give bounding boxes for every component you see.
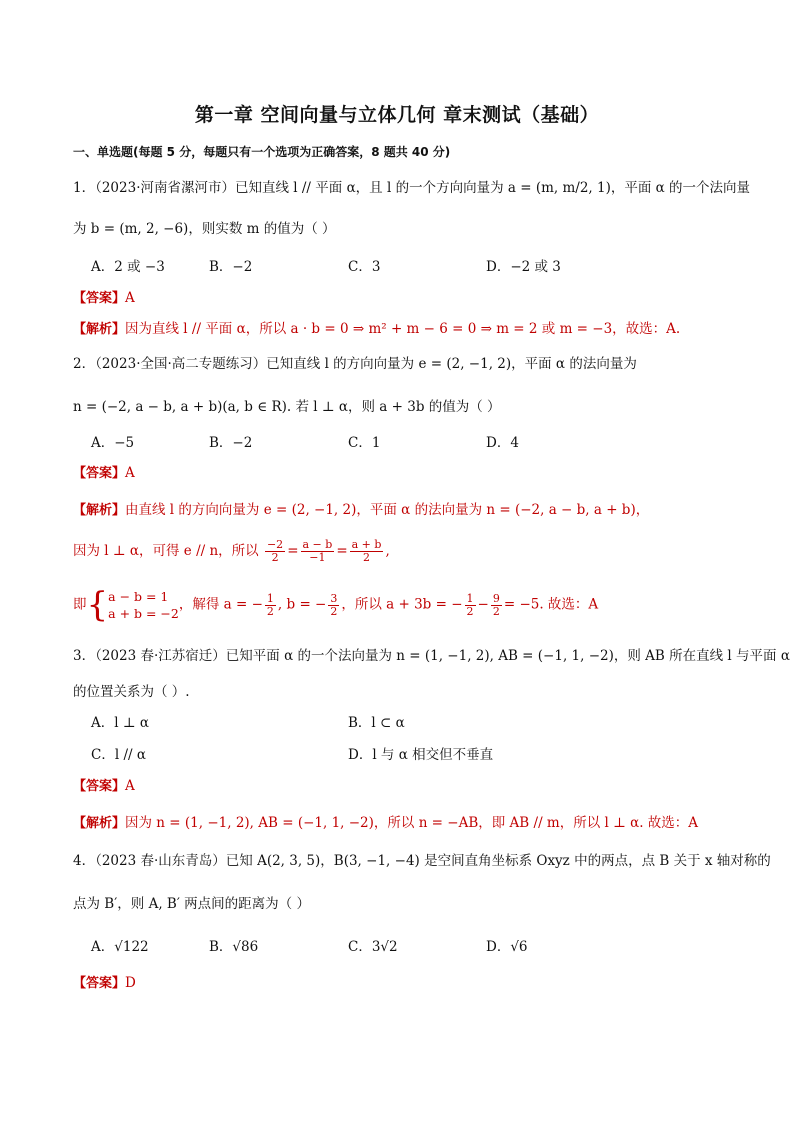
q3-option-b: B．l ⊂ α (348, 715, 405, 731)
q1-option-d: D．−2 或 3 (486, 259, 561, 275)
q3-option-a: A．l ⊥ α (91, 715, 149, 731)
q2-option-d: D．4 (486, 435, 519, 451)
q2-analysis-line1 (73, 500, 649, 521)
q1-answer (73, 288, 135, 309)
q4-answer (73, 973, 136, 994)
q2-option-c: C．1 (348, 435, 381, 451)
q1-option-a: A．2 或 −3 (91, 259, 165, 275)
fraction: $\frac{-2}{2}$ (266, 538, 284, 564)
system-brace: { (86, 585, 109, 625)
answer-tag: 【答案】 (73, 466, 126, 481)
q2-stem-line1: 2．（2023·全国·高二专题练习）已知直线 l 的方向向量为 e = (2, −1, 2)，平面 α 的法向量为 (73, 356, 637, 372)
q4-option-c: C．3√2 (348, 939, 398, 955)
q1-analysis (73, 319, 680, 340)
answer-tag: 【答案】 (73, 291, 126, 306)
q4-option-a: A．√122 (91, 939, 149, 955)
answer-value: D (125, 975, 136, 991)
analysis-text: 由直线 l 的方向向量为 e = (2, −1, 2)，平面 α 的法向量为 n = (−2, a − b, a + b)， (125, 502, 650, 518)
answer-value: A (125, 465, 135, 481)
q1-option-c: C．3 (348, 259, 381, 275)
q3-stem-line1: 3．（2023 春·江苏宿迁）已知平面 α 的一个法向量为 n = (1, −1, 2), AB = (−1, 1, −2)，则 AB 所在直线 l 与平面 α (73, 648, 790, 664)
analysis-tag: 【解析】 (73, 322, 126, 337)
q3-option-c: C．l // α (91, 747, 146, 763)
q2-answer (73, 463, 135, 484)
fraction: $\frac{1}{2}$ (266, 591, 274, 618)
analysis-text: 因为直线 l // 平面 α，所以 a · b = 0 ⇒ m² + m − 6 = 0 ⇒ m = 2 或 m = −3，故选：A. (125, 321, 681, 337)
answer-tag: 【答案】 (73, 976, 126, 991)
answer-value: A (125, 290, 135, 306)
q3-analysis (73, 813, 698, 834)
q4-stem-line1: 4．（2023 春·山东青岛）已知 A(2, 3, 5)，B(3, −1, −4) 是空间直角坐标系 Oxyz 中的两点，点 B 关于 x 轴对称的 (73, 853, 771, 869)
equation-system: a − b = 1 a + b = −2 (108, 589, 179, 621)
fraction: $\frac{a - b}{-1}$ (302, 538, 333, 564)
q2-option-a: A．−5 (91, 435, 135, 451)
q2-analysis-line3: 即{ a − b = 1 a + b = −2 ，解得 a = − $\frac{1}{2}$ , b = − $\frac{3}{2}$ ，所以 a + 3b = − $\frac{1}{2}$ − $\frac{9}{2}$ = −5. 故选：A (73, 585, 599, 625)
analysis-tag: 【解析】 (73, 816, 126, 831)
fraction: $\frac{9}{2}$ (492, 591, 500, 618)
q1-option-b: B．−2 (209, 259, 253, 275)
answer-value: A (125, 778, 135, 794)
q4-option-b: B．√86 (209, 939, 259, 955)
q2-stem-line2: n = (−2, a − b, a + b)(a, b ∈ R). 若 l ⊥ α，则 a + 3b 的值为（ ） (73, 399, 501, 415)
analysis-text: 因为 l ⊥ α，可得 e // n，所以 (73, 543, 259, 559)
q1-stem-line2: 为 b = (m, 2, −6)，则实数 m 的值为（ ） (73, 221, 336, 237)
q3-answer (73, 776, 135, 797)
q4-option-d: D．√6 (486, 939, 528, 955)
fraction: $\frac{a + b}{2}$ (351, 538, 382, 564)
page-title: 第一章 空间向量与立体几何 章末测试（基础） (194, 104, 600, 126)
analysis-tag: 【解析】 (73, 503, 126, 518)
fraction: $\frac{3}{2}$ (330, 591, 338, 618)
q3-stem-line2: 的位置关系为（ ）. (73, 684, 190, 700)
q3-option-d: D．l 与 α 相交但不垂直 (348, 747, 494, 763)
q1-stem-line1: 1．（2023·河南省漯河市）已知直线 l // 平面 α，且 l 的一个方向向量为 a = (m, m/2, 1)，平面 α 的一个法向量 (73, 180, 751, 196)
answer-tag: 【答案】 (73, 779, 126, 794)
fraction: $\frac{1}{2}$ (466, 591, 474, 618)
q4-stem-line2: 点为 B′，则 A, B′ 两点间的距离为（ ） (73, 896, 310, 912)
analysis-text: 因为 n = (1, −1, 2), AB = (−1, 1, −2)，所以 n = −AB，即 AB // m，所以 l ⊥ α. 故选：A (125, 815, 699, 831)
section-heading: 一、单选题(每题 5 分，每题只有一个选项为正确答案，8 题共 40 分) (73, 145, 451, 159)
q2-analysis-line2: 因为 l ⊥ α，可得 e // n，所以 $\frac{-2}{2}$ = $\frac{a - b}{-1}$ = $\frac{a + b}{2}$ , (73, 538, 390, 564)
q2-option-b: B．−2 (209, 435, 253, 451)
